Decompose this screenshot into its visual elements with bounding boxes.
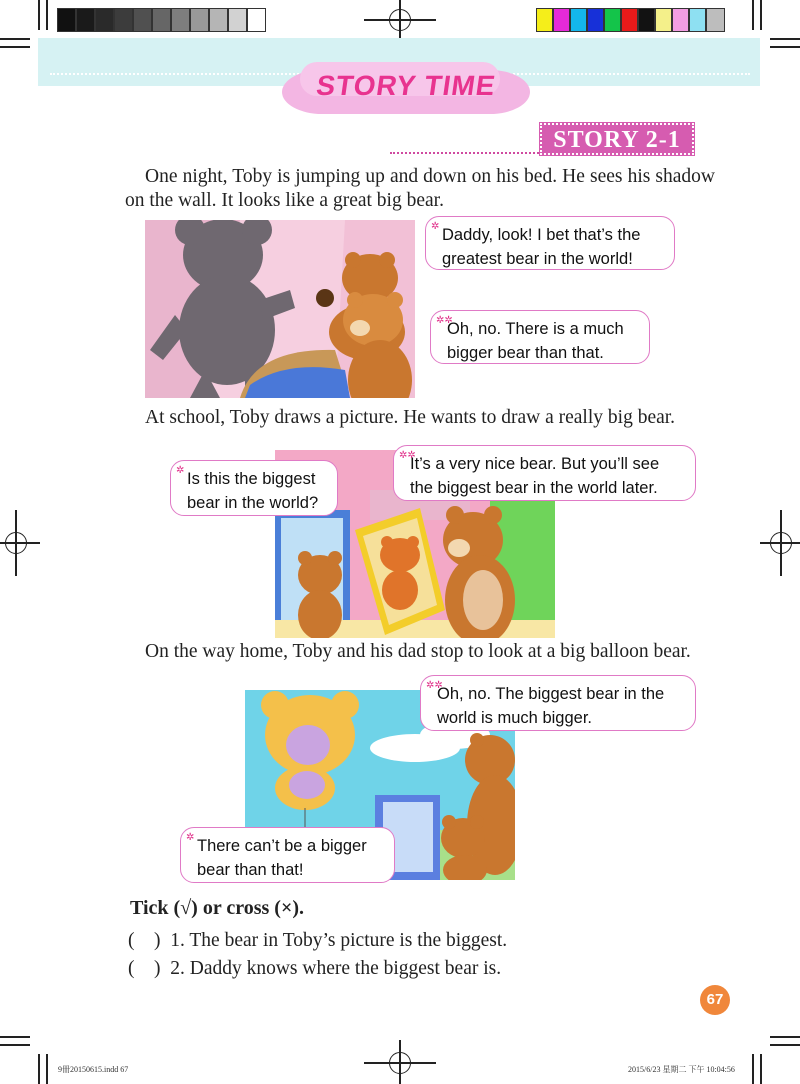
footer-timestamp: 2015/6/23 星期二 下午 10:04:56 [628,1065,735,1074]
footer-file-info: 9冊20150615.indd 67 [58,1065,129,1074]
grayscale-swatch [133,8,152,32]
exercise-title: Tick (√) or cross (×). [130,897,305,919]
speech-bubble-dad-2: ✲✲ It’s a very nice bear. But you’ll see the biggest bear in the world later. [393,445,696,501]
speech-bubble-toby-2: ✲ Is this the biggest bear in the world? [170,460,338,516]
color-swatch [706,8,725,32]
color-swatch [536,8,553,32]
color-swatch [604,8,621,32]
speaker-mark-icon: ✲✲ [399,450,416,461]
story-tag: STORY 2-1 [540,123,694,155]
grayscale-swatch [57,8,76,32]
color-swatch [621,8,638,32]
color-swatch [689,8,706,32]
bedroom-shadow-illustration [145,220,415,398]
story-paragraph-1: One night, Toby is jumping up and down on his bed. He sees his shadow on the wall. It looks like a great big bear. [125,166,715,211]
speaker-mark-icon: ✲ [431,221,440,232]
section-title: STORY TIME [314,70,498,101]
speaker-mark-icon: ✲ [186,832,195,843]
speaker-mark-icon: ✲ [176,465,185,476]
speech-bubble-toby-1: ✲ Daddy, look! I bet that’s the greatest bear in the world! [425,216,675,270]
color-swatch [672,8,689,32]
color-swatch [553,8,570,32]
grayscale-swatch [152,8,171,32]
speech-bubble-dad-1: ✲✲ Oh, no. There is a much bigger bear than that. [430,310,650,364]
story-paragraph-3: On the way home, Toby and his dad stop to look at a big balloon bear. [145,641,691,662]
grayscale-swatch [209,8,228,32]
question-2: ( ) 2. Daddy knows where the biggest bear is. [128,958,502,979]
question-1: ( ) 1. The bear in Toby’s picture is the biggest. [128,930,508,951]
grayscale-swatch [190,8,209,32]
grayscale-swatch [247,8,266,32]
grayscale-swatch [76,8,95,32]
grayscale-swatch [228,8,247,32]
speaker-mark-icon: ✲✲ [436,315,453,326]
color-swatch [638,8,655,32]
color-swatch [587,8,604,32]
speaker-mark-icon: ✲✲ [426,680,443,691]
story-paragraph-2: At school, Toby draws a picture. He wants to draw a really big bear. [145,407,676,428]
grayscale-swatch [114,8,133,32]
speech-bubble-toby-3: ✲ There can’t be a bigger bear than that! [180,827,395,883]
color-swatch [570,8,587,32]
grayscale-swatch [171,8,190,32]
page-number: 67 [700,985,730,1015]
grayscale-swatch [95,8,114,32]
story-tag-leader [390,152,542,154]
color-swatch [655,8,672,32]
speech-bubble-dad-3: ✲✲ Oh, no. The biggest bear in the world is much bigger. [420,675,696,731]
